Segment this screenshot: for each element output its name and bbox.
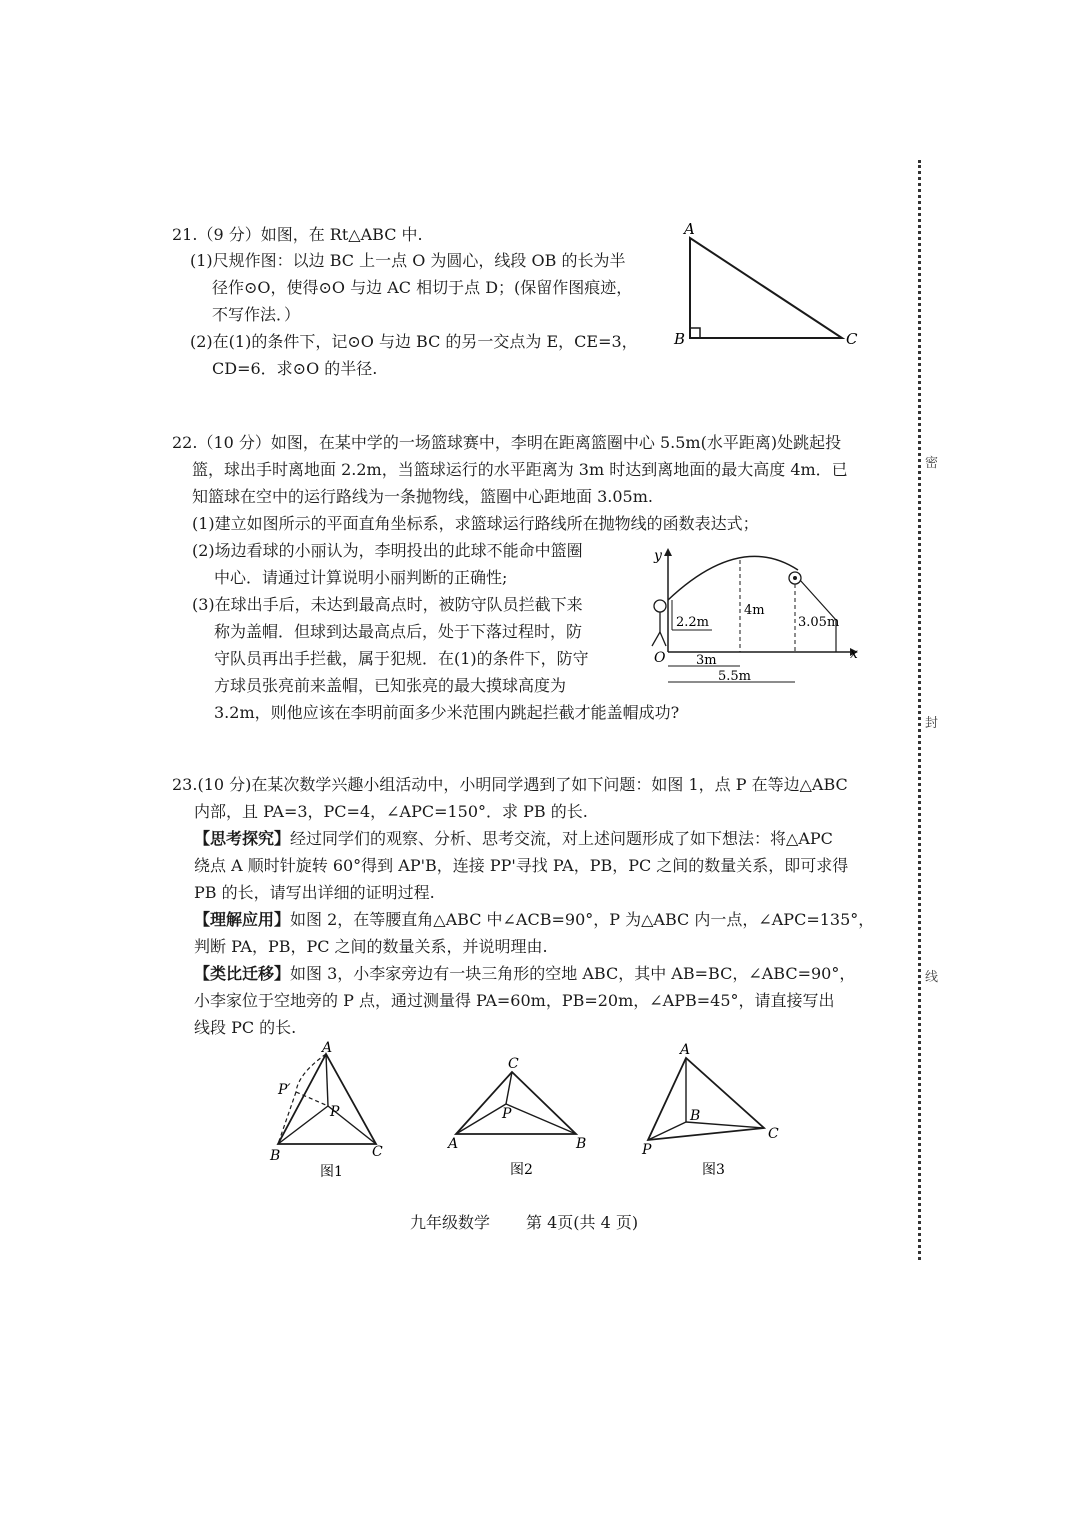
q22-label-dist-max: 3m [696, 653, 717, 668]
q23-line-5 [194, 907, 874, 933]
fig2-segment-pa [456, 1104, 506, 1134]
fig2-triangle-abc [456, 1072, 576, 1134]
q22-line-6: (3)在球出手后，未达到最高点时，被防守队员拦截下来 [192, 595, 583, 614]
q22-y-arrow [664, 548, 672, 556]
fig2-label-c: C [508, 1056, 519, 1072]
fig3-label-b: B [690, 1108, 701, 1124]
q23-line-2-text: 经过同学们的观察、分析、思考交流，对上述问题形成了如下想法：将△APC [290, 829, 833, 848]
fig1-segment-pb [278, 1106, 328, 1144]
fig1-label-b: B [270, 1148, 281, 1164]
q22-ball-path [668, 556, 798, 600]
q22-player-leg [652, 632, 660, 646]
q21-label-b: B [674, 330, 686, 348]
fig1-label-c: C [372, 1144, 383, 1160]
q22-label-dist-hoop: 5.5m [718, 669, 752, 684]
q22-line-1: 篮，球出手时离地面 2.2m，当篮球运行的水平距离为 3m 时达到离地面的最大高度 4m．已 [192, 460, 848, 479]
fig1-dashed-pp2 [296, 1092, 328, 1106]
fig3-label-c: C [768, 1126, 779, 1142]
q21-line-2: 径作⊙O，使得⊙O 与边 AC 相切于点 D；(保留作图痕迹， [212, 278, 633, 297]
fig2-caption: 图2 [510, 1162, 533, 1178]
q22-label-y: y [654, 548, 662, 564]
q21-line-3: 不写作法．） [212, 305, 301, 324]
q22-label-release-height: 2.2m [676, 615, 710, 630]
q23-line-7-text: 如图 3，小李家旁边有一块三角形的空地 ABC，其中 AB=BC，∠ABC=90°， [290, 964, 856, 983]
fig1-label-p: P [330, 1104, 340, 1120]
fig3-caption: 图3 [702, 1162, 725, 1178]
q22-line-10: 3.2m，则他应该在李明前面多少米范围内跳起拦截才能盖帽成功? [214, 703, 680, 722]
q23-line-5-text: 如图 2，在等腰直角△ABC 中∠ACB=90°，P 为△ABC 内一点，∠APC=135°， [290, 910, 875, 929]
fig1-dashed-p2b [278, 1092, 296, 1144]
q23-figure-3 [630, 1040, 790, 1180]
q23-line-1: 内部，且 PA=3，PC=4，∠APC=150°．求 PB 的长. [194, 802, 588, 821]
fig1-dashed-ap2 [296, 1054, 326, 1092]
q22-label-max-height: 4m [744, 603, 765, 618]
q22-line-3: (1)建立如图所示的平面直角坐标系，求篮球运行路线所在抛物线的函数表达式； [192, 514, 759, 533]
q23-heading-transfer: 【类比迁移】 [194, 964, 291, 983]
q23-heading-explore: 【思考探究】 [194, 829, 291, 848]
q22-line-0: 22.（10 分）如图，在某中学的一场篮球赛中，李明在距离篮圈中心 5.5m(水平距离)处跳起投 [172, 433, 842, 452]
q23-line-9: 线段 PC 的长. [194, 1018, 297, 1037]
q23-line-0: 23.(10 分)在某次数学兴趣小组活动中，小明同学遇到了如下问题：如图 1，点 P 在等边△ABC [172, 775, 848, 794]
q21-line-5: CD=6．求⊙O 的半径. [212, 359, 378, 378]
q22-label-origin: O [654, 650, 666, 666]
q23-heading-apply: 【理解应用】 [194, 910, 291, 929]
fig1-segment-pa [326, 1054, 328, 1106]
q22-line-4: (2)场边看球的小丽认为，李明投出的此球不能命中篮圈 [192, 541, 583, 560]
fig2-label-b: B [576, 1136, 587, 1152]
q23-line-4: PB 的长，请写出详细的证明过程. [194, 883, 435, 902]
fig1-label-a: A [322, 1040, 333, 1056]
q22-hoop-center-icon [793, 576, 797, 580]
q21-label-c: C [846, 330, 858, 348]
fig3-label-a: A [680, 1042, 691, 1058]
footer-page-number: 第 4页(共 4 页) [526, 1213, 639, 1232]
q22-line-5: 中心．请通过计算说明小丽判断的正确性; [214, 568, 508, 587]
q22-line-7: 称为盖帽．但球到达最高点后，处于下落过程时，防 [214, 622, 583, 641]
fig2-label-a: A [448, 1136, 459, 1152]
fig2-label-p: P [502, 1106, 512, 1122]
binding-label-mi: 密 [925, 456, 939, 471]
q21-figure-right-triangle [670, 220, 870, 350]
q22-label-hoop-height: 3.05m [798, 615, 840, 630]
binding-label-xian: 线 [925, 970, 939, 985]
q22-player-head [654, 600, 666, 612]
q21-line-0: 21.（9 分）如图，在 Rt△ABC 中. [172, 225, 423, 244]
q21-label-a: A [684, 220, 695, 238]
q23-line-3: 绕点 A 顺时针旋转 60°得到 AP'B，连接 PP'寻找 PA，PB，PC 之间的数量关系，即可求得 [194, 856, 849, 875]
q23-line-2 [194, 826, 833, 852]
q23-line-6: 判断 PA，PB，PC 之间的数量关系，并说明理由. [194, 937, 548, 956]
q22-figure-basketball [640, 540, 870, 690]
q23-figure-1 [262, 1040, 392, 1180]
fig3-label-p: P [642, 1142, 652, 1158]
q23-line-8: 小李家位于空地旁的 P 点，通过测量得 PA=60m，PB=20m，∠APB=45°，请直接写出 [194, 991, 835, 1010]
q22-hoop-support [800, 580, 836, 620]
q23-line-7 [194, 961, 855, 987]
fig1-caption: 图1 [320, 1164, 343, 1180]
q22-line-2: 知篮球在空中的运行路线为一条抛物线，篮圈中心距地面 3.05m. [192, 487, 653, 506]
fig2-segment-pb [506, 1104, 576, 1134]
q21-line-4: (2)在(1)的条件下，记⊙O 与边 BC 的另一交点为 E，CE=3， [190, 332, 638, 351]
footer-subject: 九年级数学 [410, 1213, 491, 1232]
q22-label-x: x [850, 646, 858, 662]
q22-line-9: 方球员张亮前来盖帽，已知张亮的最大摸球高度为 [214, 676, 567, 695]
binding-label-feng: 封 [925, 716, 939, 731]
fig1-label-p-prime: P′ [278, 1082, 291, 1098]
q21-line-1: (1)尺规作图：以边 BC 上一点 O 为圆心，线段 OB 的长为半 [190, 251, 626, 270]
fig3-triangle-apc [648, 1058, 764, 1140]
q21-triangle [690, 238, 842, 338]
q22-player-leg [660, 632, 666, 646]
binding-dotted-line [918, 160, 921, 1260]
q23-figure-2 [440, 1048, 600, 1180]
q21-right-angle-mark [690, 328, 700, 338]
q22-line-8: 守队员再出手拦截，属于犯规．在(1)的条件下，防守 [214, 649, 589, 668]
